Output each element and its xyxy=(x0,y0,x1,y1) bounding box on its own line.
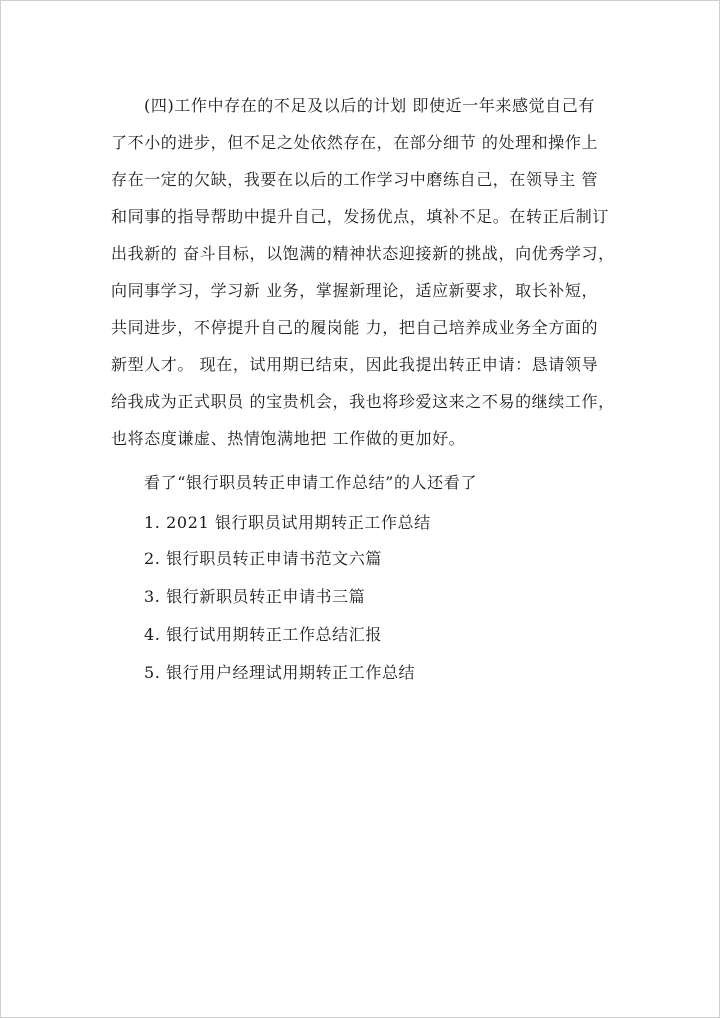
related-link[interactable]: 3. 银行新职员转正申请书三篇 xyxy=(144,587,366,606)
paragraph-line: 也将态度谦虚、热情饱满地把 工作做的更加好。 xyxy=(111,429,466,448)
related-link[interactable]: 1. 2021 银行职员试用期转正工作总结 xyxy=(144,513,431,532)
paragraph-line: (四)工作中存在的不足及以后的计划 即使近一年来感觉自己有 xyxy=(144,96,595,115)
related-link[interactable]: 5. 银行用户经理试用期转正工作总结 xyxy=(144,663,416,682)
paragraph-line: 共同进步，不停提升自己的履岗能 力，把自己培养成业务全方面的 xyxy=(111,318,599,337)
related-heading: 看了“银行职员转正申请工作总结”的人还看了 xyxy=(144,473,477,492)
paragraph-line: 向同事学习，学习新 业务，掌握新理论，适应新要求，取长补短， xyxy=(111,281,599,300)
related-link[interactable]: 2. 银行职员转正申请书范文六篇 xyxy=(144,549,382,568)
paragraph-line: 了不小的进步，但不足之处依然存在，在部分细节 的处理和操作上 xyxy=(111,133,599,152)
paragraph-line: 出我新的 奋斗目标，以饱满的精神状态迎接新的挑战，向优秀学习， xyxy=(111,244,615,263)
paragraph-line: 和同事的指导帮助中提升自己，发扬优点，填补不足。在转正后制订 xyxy=(111,207,610,226)
paragraph-line: 给我成为正式职员 的宝贵机会，我也将珍爱这来之不易的继续工作， xyxy=(111,392,615,411)
paragraph-line: 新型人才。 现在，试用期已结束，因此我提出转正申请：恳请领导 xyxy=(111,355,599,374)
paragraph-line: 存在一定的欠缺，我要在以后的工作学习中磨练自己，在领导主 管 xyxy=(111,170,599,189)
related-link[interactable]: 4. 银行试用期转正工作总结汇报 xyxy=(144,625,382,644)
